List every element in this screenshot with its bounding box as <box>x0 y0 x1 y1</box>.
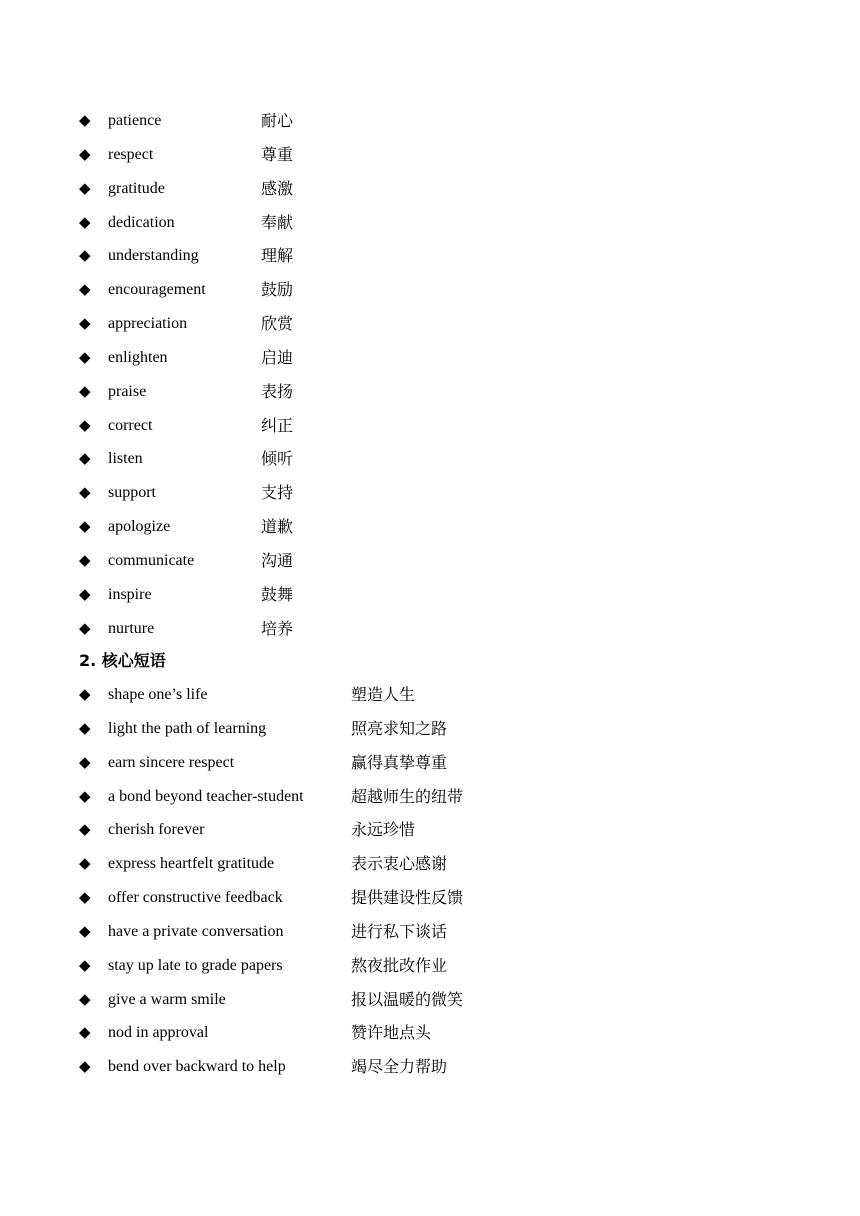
diamond-bullet-icon: ◆ <box>79 381 91 400</box>
chinese-translation: 塑造人生 <box>351 685 416 704</box>
chinese-translation: 欣赏 <box>261 314 294 334</box>
chinese-translation: 耐心 <box>261 111 294 130</box>
vocab-row <box>0 544 860 578</box>
chinese-translation: 表扬 <box>261 381 294 401</box>
chinese-translation: 沟通 <box>261 550 294 570</box>
english-term: enlighten <box>108 348 168 366</box>
english-term: earn sincere respect <box>108 753 235 771</box>
phrase-row <box>0 915 860 949</box>
diamond-bullet-icon: ◆ <box>79 246 91 265</box>
diamond-bullet-icon: ◆ <box>79 955 91 974</box>
english-term: light the path of learning <box>108 719 267 737</box>
phrase-row <box>0 949 860 983</box>
vocab-row <box>0 307 860 341</box>
chinese-translation: 鼓舞 <box>261 584 294 604</box>
chinese-translation: 道歉 <box>261 517 294 537</box>
chinese-translation: 鼓励 <box>261 280 294 300</box>
diamond-bullet-icon: ◆ <box>79 144 91 163</box>
english-term: understanding <box>108 247 199 265</box>
vocab-row <box>0 442 860 476</box>
chinese-translation: 永远珍惜 <box>351 820 416 840</box>
diamond-bullet-icon: ◆ <box>79 178 91 197</box>
vocab-row <box>0 138 860 172</box>
chinese-translation: 表示衷心感谢 <box>351 854 448 874</box>
chinese-translation: 熬夜批改作业 <box>351 955 448 975</box>
phrase-row <box>0 881 860 915</box>
phrase-row <box>0 780 860 814</box>
vocab-row <box>0 476 860 510</box>
english-term: nurture <box>108 619 155 637</box>
section-heading-core-phrases: 2. 核心短语 <box>79 651 166 670</box>
diamond-bullet-icon: ◆ <box>79 618 91 637</box>
vocab-row <box>0 409 860 443</box>
diamond-bullet-icon: ◆ <box>79 347 91 366</box>
diamond-bullet-icon: ◆ <box>79 989 91 1008</box>
english-term: bend over backward to help <box>108 1058 286 1076</box>
chinese-translation: 感激 <box>261 178 294 198</box>
chinese-translation: 赞许地点头 <box>351 1023 432 1043</box>
vocab-row <box>0 273 860 307</box>
english-term: listen <box>108 450 143 468</box>
chinese-translation: 竭尽全力帮助 <box>351 1057 448 1077</box>
vocabulary-list <box>0 104 860 646</box>
chinese-translation: 支持 <box>261 483 294 503</box>
english-term: communicate <box>108 551 195 569</box>
diamond-bullet-icon: ◆ <box>79 1023 91 1042</box>
phrase-row <box>0 712 860 746</box>
english-term: correct <box>108 416 153 434</box>
diamond-bullet-icon: ◆ <box>79 718 91 737</box>
diamond-bullet-icon: ◆ <box>79 921 91 940</box>
vocab-row <box>0 239 860 273</box>
chinese-translation: 奉献 <box>261 212 294 232</box>
english-term: patience <box>108 112 162 129</box>
english-term: dedication <box>108 213 175 231</box>
vocab-row <box>0 612 860 646</box>
diamond-bullet-icon: ◆ <box>79 483 91 502</box>
diamond-bullet-icon: ◆ <box>79 786 91 805</box>
diamond-bullet-icon: ◆ <box>79 752 91 771</box>
chinese-translation: 理解 <box>261 246 294 266</box>
english-term: praise <box>108 382 147 400</box>
english-term: support <box>108 484 156 502</box>
chinese-translation: 进行私下谈话 <box>351 921 448 941</box>
chinese-translation: 倾听 <box>261 449 294 469</box>
diamond-bullet-icon: ◆ <box>79 888 91 907</box>
english-term: gratitude <box>108 179 165 197</box>
vocab-row <box>0 206 860 240</box>
vocab-row <box>0 341 860 375</box>
diamond-bullet-icon: ◆ <box>79 111 91 129</box>
english-term: offer constructive feedback <box>108 889 283 907</box>
chinese-translation: 纠正 <box>261 415 294 435</box>
english-term: stay up late to grade papers <box>108 956 283 974</box>
chinese-translation: 尊重 <box>261 144 294 164</box>
english-term: respect <box>108 145 154 163</box>
english-term: cherish forever <box>108 821 205 839</box>
vocab-row <box>0 578 860 612</box>
diamond-bullet-icon: ◆ <box>79 1057 91 1076</box>
diamond-bullet-icon: ◆ <box>79 280 91 299</box>
english-term: give a warm smile <box>108 990 226 1008</box>
english-term: appreciation <box>108 315 188 333</box>
diamond-bullet-icon: ◆ <box>79 314 91 333</box>
phrase-row <box>0 813 860 847</box>
english-term: express heartfelt gratitude <box>108 855 275 873</box>
english-term: inspire <box>108 585 152 603</box>
english-term: nod in approval <box>108 1024 209 1042</box>
diamond-bullet-icon: ◆ <box>79 212 91 231</box>
diamond-bullet-icon: ◆ <box>79 584 91 603</box>
diamond-bullet-icon: ◆ <box>79 517 91 536</box>
english-term: have a private conversation <box>108 922 284 940</box>
vocab-row <box>0 510 860 544</box>
chinese-translation: 照亮求知之路 <box>351 718 448 738</box>
vocab-row <box>0 172 860 206</box>
chinese-translation: 启迪 <box>261 347 294 367</box>
vocab-row <box>0 104 860 138</box>
phrase-row <box>0 678 860 712</box>
phrase-row <box>0 847 860 881</box>
diamond-bullet-icon: ◆ <box>79 415 91 434</box>
chinese-translation: 培养 <box>261 618 294 638</box>
diamond-bullet-icon: ◆ <box>79 449 91 468</box>
phrase-row <box>0 1050 860 1084</box>
english-term: a bond beyond teacher-student <box>108 787 304 805</box>
diamond-bullet-icon: ◆ <box>79 854 91 873</box>
diamond-bullet-icon: ◆ <box>79 820 91 839</box>
diamond-bullet-icon: ◆ <box>79 550 91 569</box>
phrase-row <box>0 746 860 780</box>
vocab-row <box>0 375 860 409</box>
english-term: encouragement <box>108 281 206 299</box>
chinese-translation: 报以温暖的微笑 <box>351 989 464 1009</box>
phrase-row <box>0 1016 860 1050</box>
diamond-bullet-icon: ◆ <box>79 685 91 703</box>
phrase-list <box>0 678 860 1084</box>
chinese-translation: 赢得真挚尊重 <box>351 752 448 772</box>
phrase-row <box>0 983 860 1017</box>
english-term: apologize <box>108 518 171 536</box>
chinese-translation: 提供建设性反馈 <box>351 888 464 908</box>
english-term: shape one’s life <box>108 686 208 703</box>
chinese-translation: 超越师生的纽带 <box>351 786 464 806</box>
